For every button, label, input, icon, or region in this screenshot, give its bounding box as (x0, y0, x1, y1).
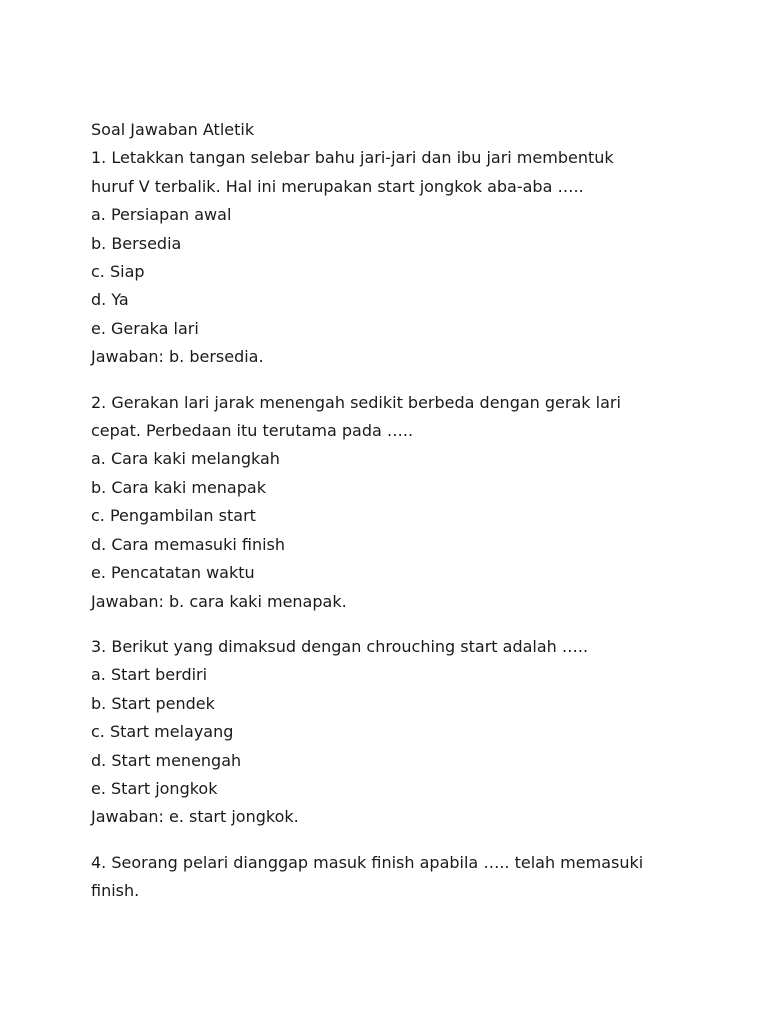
question-3 (91, 633, 691, 832)
document-content (91, 116, 691, 906)
question-4-text-line-2: finish. (91, 881, 140, 901)
question-2-option-b: b. Cara kaki menapak (91, 477, 266, 497)
question-2-option-c: c. Pengambilan start (91, 506, 256, 526)
question-1-text-line-1: 1. Letakkan tangan selebar bahu jari-jari dan ibu jari membentuk (91, 148, 614, 168)
paragraph-gap (91, 372, 691, 389)
question-2-option-d: d. Cara memasuki finish (91, 534, 286, 554)
question-3-text-line-1: 3. Berikut yang dimaksud dengan chrouching start adalah ….. (91, 636, 589, 656)
question-3-option-e: e. Start jongkok (91, 778, 218, 798)
question-2 (91, 389, 691, 616)
question-3-option-c: c. Start melayang (91, 722, 234, 742)
paragraph-gap (91, 616, 691, 633)
question-1-option-b: b. Bersedia (91, 233, 182, 253)
question-2-option-a: a. Cara kaki melangkah (91, 449, 280, 469)
question-2-answer: Jawaban: b. cara kaki menapak. (91, 591, 347, 611)
question-1-text-line-2: huruf V terbalik. Hal ini merupakan start jongkok aba-aba ….. (91, 176, 584, 196)
question-2-text-line-1: 2. Gerakan lari jarak menengah sedikit berbeda dengan gerak lari (91, 392, 621, 412)
question-4 (91, 849, 691, 906)
question-3-option-b: b. Start pendek (91, 693, 215, 713)
question-3-option-d: d. Start menengah (91, 750, 242, 770)
question-3-option-a: a. Start berdiri (91, 665, 208, 685)
question-1-option-c: c. Siap (91, 262, 145, 282)
question-4-text-line-1: 4. Seorang pelari dianggap masuk finish apabila ….. telah memasuki (91, 852, 644, 872)
question-1-option-a: a. Persiapan awal (91, 205, 232, 225)
question-1-option-e: e. Geraka lari (91, 318, 199, 338)
question-3-answer: Jawaban: e. start jongkok. (91, 807, 299, 827)
question-1 (91, 144, 691, 371)
question-2-text-line-2: cepat. Perbedaan itu terutama pada ….. (91, 421, 414, 441)
paragraph-gap (91, 832, 691, 849)
document-title: Soal Jawaban Atletik (91, 120, 255, 139)
question-1-option-d: d. Ya (91, 290, 129, 310)
question-1-answer: Jawaban: b. bersedia. (91, 347, 264, 367)
question-2-option-e: e. Pencatatan waktu (91, 563, 255, 583)
